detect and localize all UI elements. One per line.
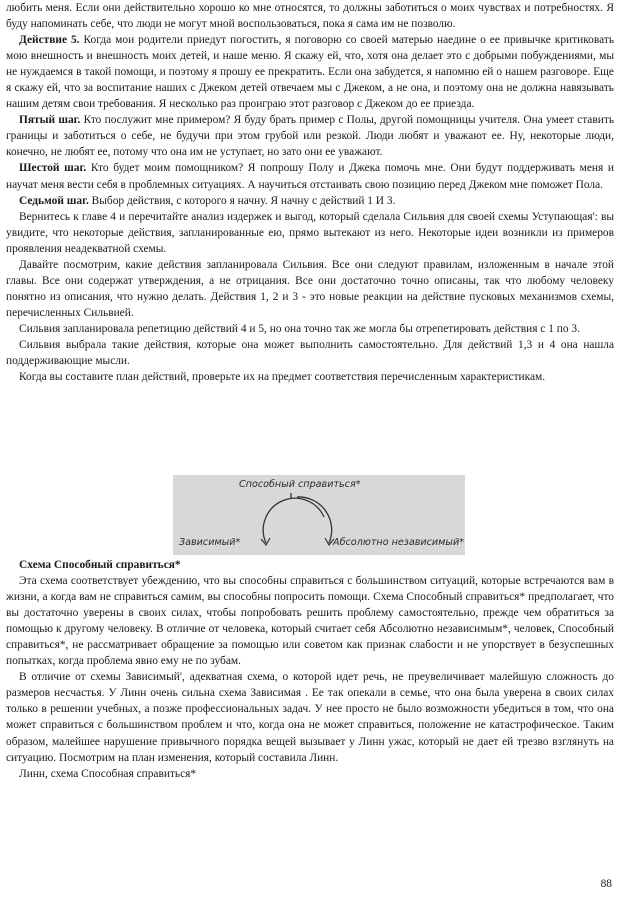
body-text-top — [6, 0, 614, 385]
paragraph: Когда вы составите план действий, проверьте их на предмет соответствия перечисленным характеристикам. — [19, 371, 546, 384]
paragraph-lead: Шестой шаг. — [19, 162, 87, 175]
paragraph: Седьмой шаг. Выбор действия, с которого я начну. Я начну с действий 1 И 3. — [19, 194, 396, 207]
paragraph: Пятый шаг. Кто послужит мне примером? Я буду брать пример с Полы, другой помощницы учителя. Она умеет ставить границы и заботиться о себе, не будучи при этом грубой или резкой. Люди любят и уважают ее. Ну, некоторые люди, конечно, не любят ее, потому что она им не уступает, но зато они ее уважают. — [6, 114, 615, 159]
figure-right-label: Абсолютно независимый* — [333, 537, 465, 548]
paragraph-lead: Пятый шаг. — [19, 114, 81, 127]
section-heading: Схема Способный справиться* — [19, 559, 181, 571]
arc-left — [263, 498, 324, 543]
body-text-bottom — [6, 557, 614, 782]
paragraph: Сильвия запланировала репетицию действий 4 и 5, но она точно так же могла бы отрепетировать действия с 1 по 3. — [19, 322, 580, 335]
paragraph: Сильвия выбрала такие действия, которые она может выполнить самостоятельно. Для действий 1,3 и 4 она нашла поддерживающие мысли. — [6, 338, 614, 368]
paragraph: Действие 5. Когда мои родители приедут погостить, я поговорю со своей матерью наедине о ее привычке критиковать мою внешность и внешность моих детей, и наше меню. Я скажу ей, что, хотя она делает это с добрыми побуждениями, мы не нуждаемся в такой помощи, и поэтому я прошу ее прекратить. Если она забудется, я напомню ей о нашем разговоре. Еще я скажу ей, что за воспитание наших с Джеком детей отвечаем мы с Джеком, а не она, и поэтому она не должна навязывать нашим детям свои требования. Я несколько раз проиграю этот разговор с Джеком до ее приезда. — [6, 34, 615, 111]
paragraph: Давайте посмотрим, какие действия запланировала Сильвия. Все они следуют правилам, изложенным в начале этой главы. Все они содержат утверждения, а не отрицания. Все они достаточно точно описаны, так что любому человеку понятно из описания, что нужно делать. Действия 1, 2 и 3 - это новые реакции на действие пусковых механизмов схемы, перечисленных Сильвией. — [6, 258, 614, 319]
paragraph-lead: Действие 5. — [19, 34, 80, 47]
paragraph: Вернитесь к главе 4 и перечитайте анализ издержек и выгод, который сделала Сильвия для своей схемы Уступающая': вы увидите, что некоторые действия, запланированные ею, прямо вытекают из него. Некоторые идеи возникли из примеров проявления неадекватной схемы. — [6, 210, 614, 255]
figure-top-label: Способный справиться* — [239, 479, 361, 490]
paragraph: В отличие от схемы Зависимый', адекватная схема, о которой идет речь, не преувеличивает малейшую сложность до размеров несчастья. У Линн очень сильна схема Зависимая . Ее так опекали в семье, что она была уверена в своих силах только в решении учебных, а позже профессиональных задач. У нее просто не было возможности убедиться в том, что она может справиться с большинством проблем и что, когда она не может справиться, положение не катастрофическое. Таким образом, малейшее нарушение привычного порядка вещей вызывает у Линн ужас, который не дает ей трезво взглянуть на ситуацию. Посмотрим на план изменения, который составила Линн. — [6, 671, 614, 764]
arc-right — [297, 497, 332, 543]
paragraph: Эта схема соответствует убеждению, что вы способны справиться с большинством ситуаций, которые встречаются вам в жизни, а когда вам не справиться самим, вы способны попросить помощи. Схема Способный справиться* предполагает, что вы достаточно уверены в своих силах, чтобы попробовать решить проблему самостоятельно, прежде чем обратиться за помощью к другому человеку. В отличие от человека, который считает себя Абсолютно независимым*, человек, Способный справиться*, не рассматривает обращение за помощью или советом как признак слабости и не упорствует в безуспешных попытках, когда проблема явно ему не по зубам. — [6, 575, 614, 668]
paragraph: Линн, схема Способная справиться* — [19, 767, 197, 780]
paragraph: Шестой шаг. Кто будет моим помощником? Я попрошу Полу и Джека помочь мне. Они будут поддерживать меня и научат меня вести себя в проблемных ситуациях. А научиться отстаивать свою позицию перед Джеком мне поможет Пола. — [6, 162, 615, 191]
paragraph: любить меня. Если они действительно хорошо ко мне относятся, то должны заботиться о моих чувствах и потребностях. Я буду напоминать себе, что люди не могут мной воспользоваться, пока я сама им не позволю. — [6, 2, 614, 31]
schema-figure — [173, 475, 465, 555]
paragraph-lead: Седьмой шаг. — [19, 194, 89, 207]
figure-left-label: Зависимый* — [179, 537, 241, 548]
page-number: 88 — [600, 878, 612, 890]
